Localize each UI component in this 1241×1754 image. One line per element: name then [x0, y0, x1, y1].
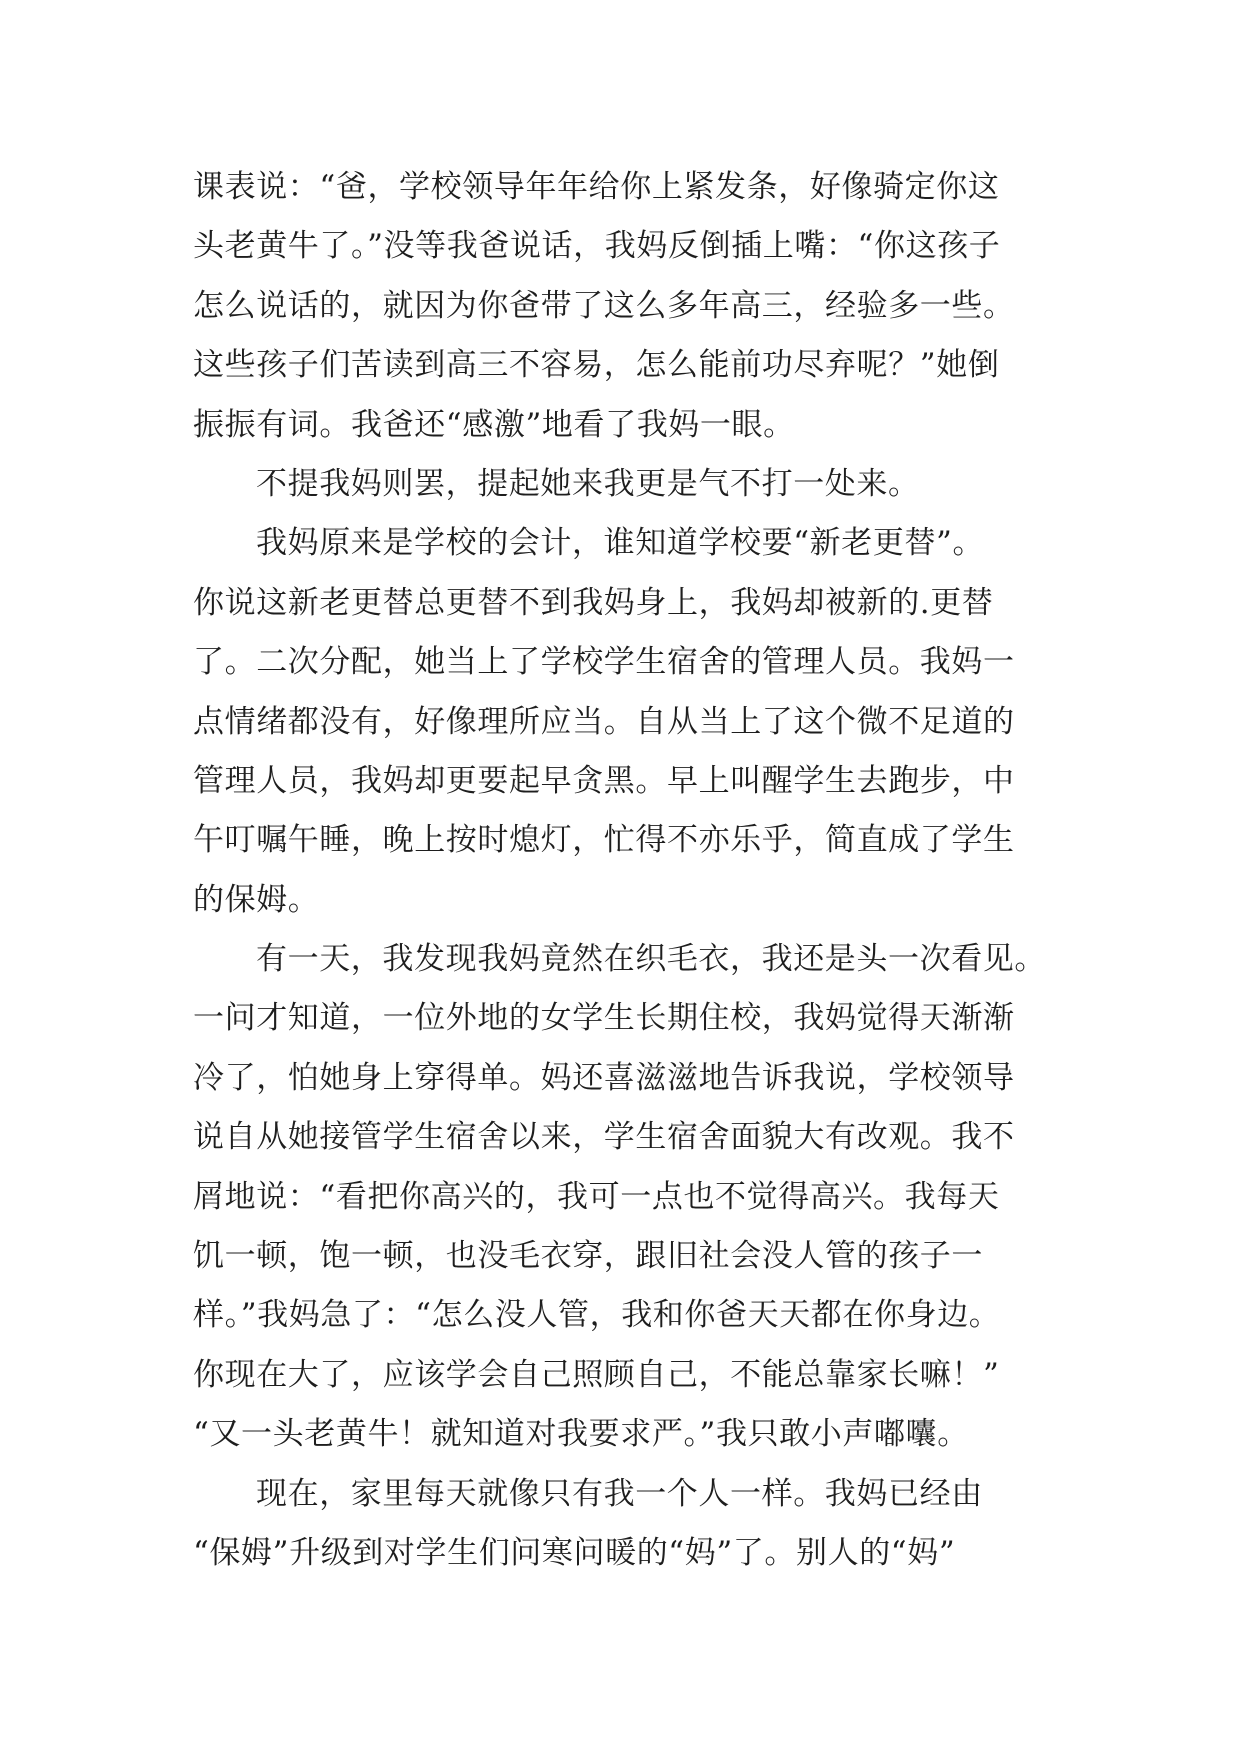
text-line: 管理人员，我妈却更要起早贪黑。早上叫醒学生去跑步，中: [193, 762, 1015, 799]
paragraph-first-line: 现在，家里每天就像只有我一个人一样。我妈已经由: [256, 1475, 983, 1512]
text-line: “保姆”升级到对学生们问寒问暖的“妈”了。别人的“妈”: [193, 1534, 956, 1571]
paragraph-first-line: 有一天，我发现我妈竟然在织毛衣，我还是头一次看见。: [256, 941, 1046, 978]
text-line: 饥一顿，饱一顿，也没毛衣穿，跟旧社会没人管的孩子一: [193, 1238, 983, 1275]
document-body: [193, 158, 1073, 1583]
text-line: 冷了，怕她身上穿得单。妈还喜滋滋地告诉我说，学校领导: [193, 1059, 1015, 1096]
text-line: 屑地说：“看把你高兴的，我可一点也不觉得高兴。我每天: [193, 1178, 1000, 1215]
text-line: 你说这新老更替总更替不到我妈身上，我妈却被新的.更替: [193, 584, 994, 621]
text-line: “又一头老黄牛！就知道对我要求严。”我只敢小声嘟囔。: [193, 1416, 969, 1453]
paragraph-first-line: 不提我妈则罢，提起她来我更是气不打一处来。: [256, 465, 920, 502]
text-line: 这些孩子们苦读到高三不容易，怎么能前功尽弃呢？”她倒: [193, 347, 1000, 384]
text-line: 说自从她接管学生宿舍以来，学生宿舍面貌大有改观。我不: [193, 1119, 1015, 1156]
paragraph-first-line: 我妈原来是学校的会计，谁知道学校要“新老更替”。: [256, 525, 985, 562]
text-line: 一问才知道，一位外地的女学生长期住校，我妈觉得天渐渐: [193, 1000, 1015, 1037]
text-line: 你现在大了，应该学会自己照顾自己，不能总靠家长嘛！”: [193, 1356, 1000, 1393]
text-line: 课表说：“爸，学校领导年年给你上紧发条，好像骑定你这: [193, 169, 1000, 205]
text-line: 点情绪都没有，好像理所应当。自从当上了这个微不足道的: [193, 703, 1015, 740]
text-line: 午叮嘱午睡，晚上按时熄灯，忙得不亦乐乎，简直成了学生: [193, 822, 1015, 859]
text-line: 怎么说话的，就因为你爸带了这么多年高三，经验多一些。: [193, 287, 1015, 324]
text-line: 的保姆。: [193, 881, 320, 918]
text-line: 样。”我妈急了：“怎么没人管，我和你爸天天都在你身边。: [193, 1297, 1001, 1334]
text-line: 了。二次分配，她当上了学校学生宿舍的管理人员。我妈一: [193, 644, 1015, 681]
text-line: 振振有词。我爸还“感激”地看了我妈一眼。: [193, 406, 795, 443]
text-line: 头老黄牛了。”没等我爸说话，我妈反倒插上嘴：“你这孩子: [193, 228, 1001, 265]
